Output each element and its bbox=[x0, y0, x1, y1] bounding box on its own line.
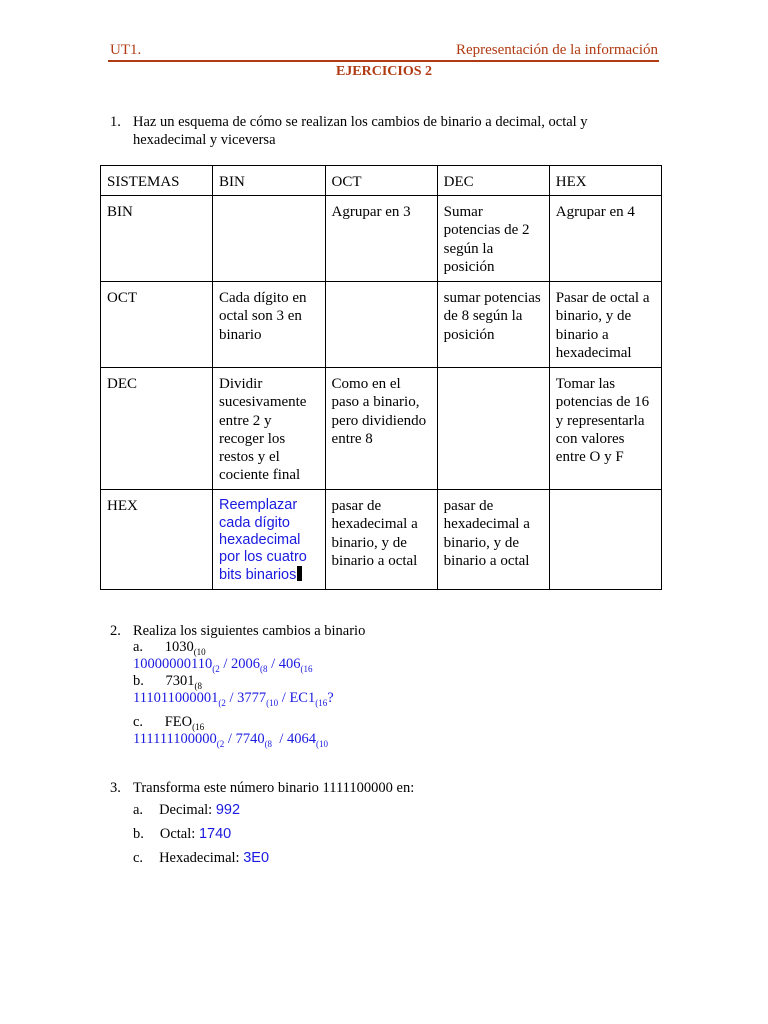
row-label: DEC bbox=[101, 368, 213, 490]
item-3c bbox=[133, 850, 269, 867]
table-cell: Tomar las potencias de 16 y representarla con valores entre O y F bbox=[549, 368, 661, 490]
header-rule bbox=[108, 60, 659, 62]
item-letter: a. bbox=[133, 802, 144, 818]
question-3 bbox=[110, 779, 414, 797]
table-cell bbox=[549, 490, 661, 589]
answer-separator: / bbox=[219, 656, 231, 672]
question-text: Transforma este número binario 1111100000 en: bbox=[133, 780, 415, 796]
table-row bbox=[101, 196, 662, 282]
item-letter: c. bbox=[133, 850, 144, 866]
answer-base: (2 bbox=[218, 698, 226, 708]
item-answer: 1740 bbox=[198, 826, 232, 842]
question-2 bbox=[110, 622, 365, 640]
answer-base: (10 bbox=[266, 698, 279, 708]
answer-separator: / bbox=[267, 656, 279, 672]
answer-value: 10000000110 bbox=[133, 656, 213, 672]
table-cell: pasar de hexadecimal a binario, y de binario a octal bbox=[325, 490, 437, 589]
table-header-cell: DEC bbox=[437, 166, 549, 196]
answer-value: 406 bbox=[278, 656, 301, 672]
question-text: Realiza los siguientes cambios a binario bbox=[133, 623, 366, 639]
item-value: FEO bbox=[164, 714, 193, 730]
header-unit: UT1. bbox=[110, 42, 142, 58]
table-cell: Sumar potencias de 2 según la posición bbox=[437, 196, 549, 282]
table-cell-answer bbox=[213, 490, 326, 589]
item-answer: 992 bbox=[215, 802, 241, 818]
text-cursor bbox=[297, 566, 302, 581]
item-value: 1030 bbox=[164, 639, 194, 655]
item-label: Hexadecimal: bbox=[159, 850, 244, 866]
answer-separator: ? bbox=[327, 690, 334, 706]
header-topic: Representación de la información bbox=[455, 42, 658, 58]
answer-separator: / bbox=[224, 731, 236, 747]
question-number: 1. bbox=[110, 114, 121, 130]
item-letter: c. bbox=[133, 714, 144, 730]
table-cell: Agrupar en 4 bbox=[549, 196, 661, 282]
answer-value: 7740 bbox=[235, 731, 265, 747]
table-cell: sumar potencias de 8 según la posición bbox=[437, 282, 549, 368]
question-1 bbox=[110, 113, 588, 149]
table-cell bbox=[325, 282, 437, 368]
row-label: OCT bbox=[101, 282, 213, 368]
item-answer: 3E0 bbox=[243, 850, 270, 866]
answer-base: (2 bbox=[212, 664, 220, 674]
item-3a bbox=[133, 802, 240, 819]
answer-base: (8 bbox=[264, 739, 273, 749]
conversion-table bbox=[100, 165, 662, 590]
item-letter: b. bbox=[133, 826, 144, 842]
answer-value: 4064 bbox=[286, 731, 316, 747]
table-header-row bbox=[101, 166, 662, 196]
table-row bbox=[101, 368, 662, 490]
table-cell: pasar de hexadecimal a binario, y de binario a octal bbox=[437, 490, 549, 589]
answer-text: Reemplazar cada dígito hexadecimal por los cuatro bits binarios bbox=[219, 497, 307, 584]
answer-base: (8 bbox=[260, 664, 268, 674]
table-cell: Pasar de octal a binario, y de binario a hexadecimal bbox=[549, 282, 661, 368]
table-cell: Cada dígito en octal son 3 en binario bbox=[213, 282, 326, 368]
answer-base: (2 bbox=[216, 739, 225, 749]
answer-base: (16 bbox=[300, 664, 313, 674]
question-text-line-1: Haz un esquema de cómo se realizan los cambios de binario a decimal, octal y bbox=[133, 114, 588, 130]
table-cell bbox=[213, 196, 326, 282]
item-value: 7301 bbox=[165, 673, 195, 689]
row-label: BIN bbox=[101, 196, 213, 282]
answer-value: EC1 bbox=[289, 690, 316, 706]
item-base: (16 bbox=[192, 722, 205, 732]
answer-separator: / bbox=[278, 690, 290, 706]
question-number: 2. bbox=[110, 623, 121, 639]
table-header-cell: OCT bbox=[325, 166, 437, 196]
answer-value: 111111100000 bbox=[133, 731, 217, 747]
answer-separator: / bbox=[272, 731, 287, 747]
answer-value: 111011000001 bbox=[133, 690, 219, 706]
question-text-line-2: hexadecimal y viceversa bbox=[133, 132, 276, 148]
answer-base: (10 bbox=[315, 739, 328, 749]
answer-value: 2006 bbox=[231, 656, 260, 672]
answer-separator: / bbox=[225, 690, 238, 706]
item-letter: b. bbox=[133, 673, 144, 689]
item-base: (8 bbox=[194, 681, 202, 691]
question-number: 3. bbox=[110, 780, 121, 796]
item-label: Decimal: bbox=[159, 802, 216, 818]
answer-2c bbox=[133, 731, 328, 753]
item-letter: a. bbox=[133, 639, 144, 655]
table-cell: Dividir sucesivamente entre 2 y recoger los restos y el cociente final bbox=[213, 368, 326, 490]
row-label: HEX bbox=[101, 490, 213, 589]
table-cell bbox=[437, 368, 549, 490]
answer-value: 3777 bbox=[237, 690, 267, 706]
answer-2b bbox=[133, 690, 334, 712]
table-cell: Como en el paso a binario, pero dividiendo entre 8 bbox=[325, 368, 437, 490]
table-row bbox=[101, 282, 662, 368]
item-label: Octal: bbox=[159, 826, 199, 842]
page-title: EJERCICIOS 2 bbox=[335, 64, 433, 79]
table-row bbox=[101, 490, 662, 589]
answer-base: (16 bbox=[315, 698, 328, 708]
table-header-cell: SISTEMAS bbox=[101, 166, 213, 196]
table-cell: Agrupar en 3 bbox=[325, 196, 437, 282]
table-header-cell: BIN bbox=[213, 166, 326, 196]
item-3b bbox=[133, 826, 231, 843]
table-header-cell: HEX bbox=[549, 166, 661, 196]
item-base: (10 bbox=[193, 647, 206, 657]
